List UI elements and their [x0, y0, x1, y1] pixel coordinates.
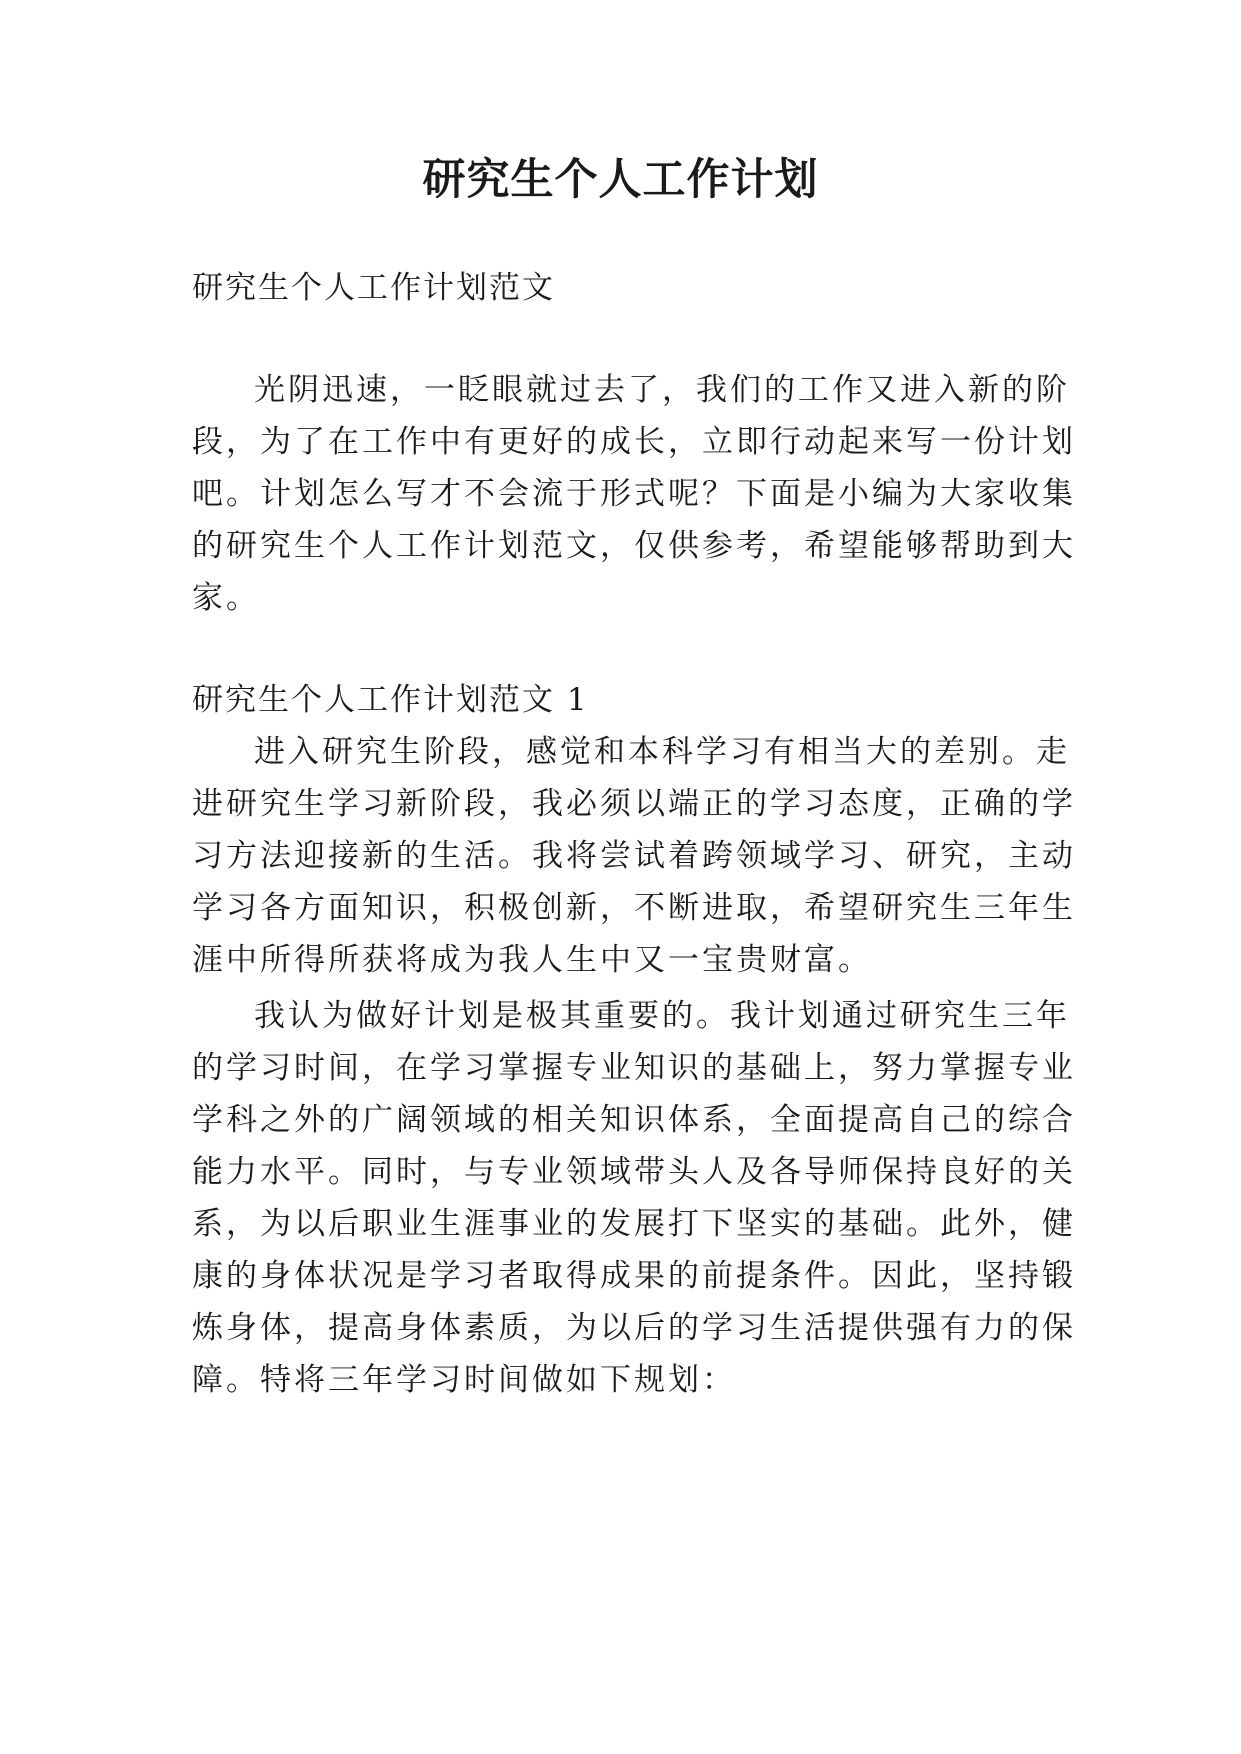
intro-line: 家。 [192, 580, 260, 616]
intro-line: 吧。计划怎么写才不会流于形式呢？下面是小编为大家收集 [192, 476, 1076, 512]
document-subtitle: 研究生个人工作计划范文 [192, 270, 555, 306]
paragraph-line: 的学习时间，在学习掌握专业知识的基础上，努力掌握专业 [192, 1050, 1076, 1086]
paragraph-line: 习方法迎接新的生活。我将尝试着跨领域学习、研究，主动 [192, 838, 1076, 874]
paragraph-line: 能力水平。同时，与专业领域带头人及各导师保持良好的关 [192, 1154, 1076, 1190]
paragraph-line: 康的身体状况是学习者取得成果的前提条件。因此，坚持锻 [192, 1258, 1076, 1294]
paragraph-line: 进研究生学习新阶段，我必须以端正的学习态度，正确的学 [192, 786, 1076, 822]
paragraph-line: 炼身体，提高身体素质，为以后的学习生活提供强有力的保 [192, 1310, 1076, 1346]
document-title: 研究生个人工作计划 [422, 155, 819, 205]
paragraph-line: 进入研究生阶段，感觉和本科学习有相当大的差别。走 [254, 734, 1070, 770]
paragraph-line: 涯中所得所获将成为我人生中又一宝贵财富。 [192, 942, 872, 978]
intro-line: 的研究生个人工作计划范文，仅供参考，希望能够帮助到大 [192, 528, 1076, 564]
paragraph-line: 障。特将三年学习时间做如下规划： [192, 1362, 736, 1398]
paragraph-line: 学习各方面知识，积极创新，不断进取，希望研究生三年生 [192, 890, 1076, 926]
paragraph-line: 学科之外的广阔领域的相关知识体系，全面提高自己的综合 [192, 1102, 1076, 1138]
section-heading: 研究生个人工作计划范文 1 [192, 682, 589, 718]
paragraph-line: 系，为以后职业生涯事业的发展打下坚实的基础。此外，健 [192, 1206, 1076, 1242]
intro-line: 段，为了在工作中有更好的成长，立即行动起来写一份计划 [192, 424, 1076, 460]
intro-line: 光阴迅速，一眨眼就过去了，我们的工作又进入新的阶 [254, 372, 1070, 408]
paragraph-line: 我认为做好计划是极其重要的。我计划通过研究生三年 [254, 998, 1070, 1034]
